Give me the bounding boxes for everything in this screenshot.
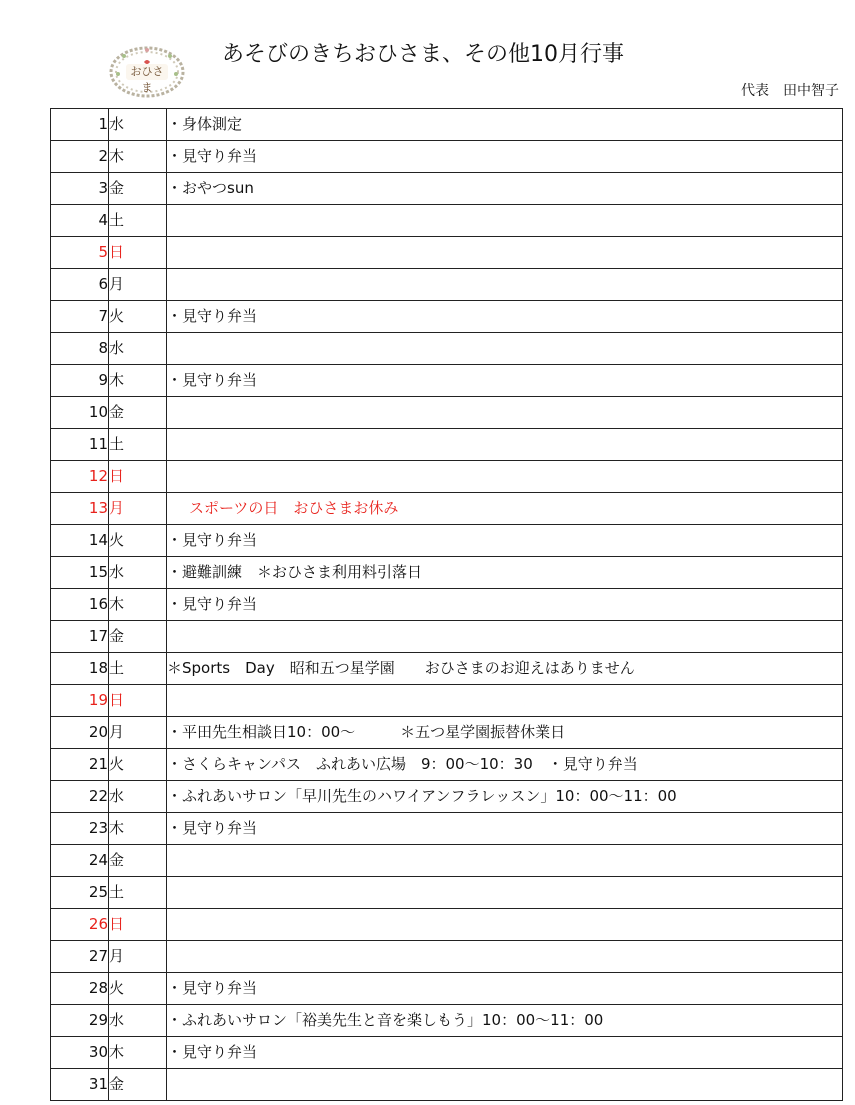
date-cell: 16 xyxy=(51,589,109,621)
event-cell xyxy=(167,941,843,973)
schedule-row xyxy=(51,781,843,813)
weekday-cell: 月 xyxy=(109,941,167,973)
weekday-cell: 月 xyxy=(109,717,167,749)
date-cell: 3 xyxy=(51,173,109,205)
event-cell xyxy=(167,237,843,269)
weekday-cell: 水 xyxy=(109,557,167,589)
schedule-row xyxy=(51,429,843,461)
event-cell: スポーツの日 おひさまお休み xyxy=(167,493,843,525)
weekday-cell: 土 xyxy=(109,429,167,461)
date-cell: 11 xyxy=(51,429,109,461)
schedule-row xyxy=(51,173,843,205)
date-cell: 21 xyxy=(51,749,109,781)
event-cell: ・避難訓練 ＊おひさま利用料引落日 xyxy=(167,557,843,589)
schedule-row xyxy=(51,1005,843,1037)
schedule-row xyxy=(51,877,843,909)
schedule-row xyxy=(51,909,843,941)
event-cell xyxy=(167,333,843,365)
date-cell: 7 xyxy=(51,301,109,333)
date-cell: 15 xyxy=(51,557,109,589)
schedule-row xyxy=(51,653,843,685)
weekday-cell: 土 xyxy=(109,877,167,909)
event-cell xyxy=(167,877,843,909)
date-cell: 29 xyxy=(51,1005,109,1037)
schedule-row xyxy=(51,621,843,653)
event-cell xyxy=(167,429,843,461)
date-cell: 25 xyxy=(51,877,109,909)
weekday-cell: 金 xyxy=(109,397,167,429)
weekday-cell: 日 xyxy=(109,461,167,493)
event-cell: ・見守り弁当 xyxy=(167,813,843,845)
logo-text: おひさま xyxy=(126,64,168,80)
schedule-row xyxy=(51,1069,843,1101)
weekday-cell: 金 xyxy=(109,173,167,205)
weekday-cell: 木 xyxy=(109,589,167,621)
schedule-row xyxy=(51,333,843,365)
date-cell: 18 xyxy=(51,653,109,685)
event-cell: ・おやつsun xyxy=(167,173,843,205)
event-cell: ・見守り弁当 xyxy=(167,301,843,333)
schedule-row xyxy=(51,461,843,493)
schedule-row xyxy=(51,589,843,621)
representative-name: 田中智子 xyxy=(783,83,839,99)
schedule-row xyxy=(51,493,843,525)
weekday-cell: 火 xyxy=(109,973,167,1005)
weekday-cell: 月 xyxy=(109,493,167,525)
weekday-cell: 木 xyxy=(109,141,167,173)
date-cell: 9 xyxy=(51,365,109,397)
schedule-row xyxy=(51,365,843,397)
weekday-cell: 金 xyxy=(109,1069,167,1101)
event-cell xyxy=(167,205,843,237)
date-cell: 12 xyxy=(51,461,109,493)
event-cell: ・ふれあいサロン「裕美先生と音を楽しもう」10：00～11：00 xyxy=(167,1005,843,1037)
schedule-row xyxy=(51,301,843,333)
schedule-row xyxy=(51,397,843,429)
event-cell: ・見守り弁当 xyxy=(167,589,843,621)
date-cell: 26 xyxy=(51,909,109,941)
weekday-cell: 土 xyxy=(109,205,167,237)
date-cell: 31 xyxy=(51,1069,109,1101)
event-cell xyxy=(167,461,843,493)
weekday-cell: 日 xyxy=(109,909,167,941)
date-cell: 19 xyxy=(51,685,109,717)
event-cell: ・身体測定 xyxy=(167,109,843,141)
date-cell: 17 xyxy=(51,621,109,653)
date-cell: 28 xyxy=(51,973,109,1005)
weekday-cell: 火 xyxy=(109,749,167,781)
weekday-cell: 金 xyxy=(109,621,167,653)
weekday-cell: 木 xyxy=(109,1037,167,1069)
weekday-cell: 水 xyxy=(109,109,167,141)
event-cell: ・さくらキャンパス ふれあい広場 9：00～10：30 ・見守り弁当 xyxy=(167,749,843,781)
event-cell xyxy=(167,621,843,653)
date-cell: 6 xyxy=(51,269,109,301)
schedule-row xyxy=(51,845,843,877)
weekday-cell: 木 xyxy=(109,365,167,397)
event-cell xyxy=(167,397,843,429)
date-cell: 14 xyxy=(51,525,109,557)
event-cell xyxy=(167,909,843,941)
logo xyxy=(104,42,190,102)
date-cell: 10 xyxy=(51,397,109,429)
weekday-cell: 水 xyxy=(109,333,167,365)
date-cell: 2 xyxy=(51,141,109,173)
date-cell: 30 xyxy=(51,1037,109,1069)
schedule-row xyxy=(51,717,843,749)
representative-label: 代表 xyxy=(741,83,769,99)
schedule-row xyxy=(51,749,843,781)
weekday-cell: 月 xyxy=(109,269,167,301)
page-title: あそびのきちおひさま、その他10月行事 xyxy=(222,42,624,67)
representative xyxy=(741,82,839,100)
event-cell: ・見守り弁当 xyxy=(167,525,843,557)
weekday-cell: 土 xyxy=(109,653,167,685)
date-cell: 27 xyxy=(51,941,109,973)
event-cell: ・平田先生相談日10：00～ ＊五つ星学園振替休業日 xyxy=(167,717,843,749)
date-cell: 5 xyxy=(51,237,109,269)
event-cell xyxy=(167,845,843,877)
weekday-cell: 水 xyxy=(109,781,167,813)
weekday-cell: 金 xyxy=(109,845,167,877)
schedule-row xyxy=(51,109,843,141)
weekday-cell: 火 xyxy=(109,301,167,333)
weekday-cell: 日 xyxy=(109,685,167,717)
date-cell: 23 xyxy=(51,813,109,845)
date-cell: 1 xyxy=(51,109,109,141)
event-cell: ・見守り弁当 xyxy=(167,973,843,1005)
date-cell: 24 xyxy=(51,845,109,877)
schedule-row xyxy=(51,205,843,237)
date-cell: 8 xyxy=(51,333,109,365)
schedule-body xyxy=(51,109,843,1101)
schedule-row xyxy=(51,237,843,269)
event-cell: ・ふれあいサロン「早川先生のハワイアンフラレッスン」10：00～11：00 xyxy=(167,781,843,813)
event-cell xyxy=(167,685,843,717)
date-cell: 13 xyxy=(51,493,109,525)
schedule-row xyxy=(51,685,843,717)
weekday-cell: 水 xyxy=(109,1005,167,1037)
event-cell: ・見守り弁当 xyxy=(167,141,843,173)
date-cell: 22 xyxy=(51,781,109,813)
schedule-row xyxy=(51,941,843,973)
schedule-row xyxy=(51,557,843,589)
schedule-row xyxy=(51,525,843,557)
date-cell: 4 xyxy=(51,205,109,237)
schedule-row xyxy=(51,813,843,845)
event-cell: ＊Sports Day 昭和五つ星学園 おひさまのお迎えはありません xyxy=(167,653,843,685)
schedule-row xyxy=(51,269,843,301)
schedule-row xyxy=(51,1037,843,1069)
event-cell: ・見守り弁当 xyxy=(167,1037,843,1069)
weekday-cell: 木 xyxy=(109,813,167,845)
event-cell xyxy=(167,269,843,301)
schedule-row xyxy=(51,141,843,173)
event-cell xyxy=(167,1069,843,1101)
weekday-cell: 火 xyxy=(109,525,167,557)
event-cell: ・見守り弁当 xyxy=(167,365,843,397)
date-cell: 20 xyxy=(51,717,109,749)
weekday-cell: 日 xyxy=(109,237,167,269)
schedule-row xyxy=(51,973,843,1005)
schedule-table xyxy=(50,108,843,1101)
